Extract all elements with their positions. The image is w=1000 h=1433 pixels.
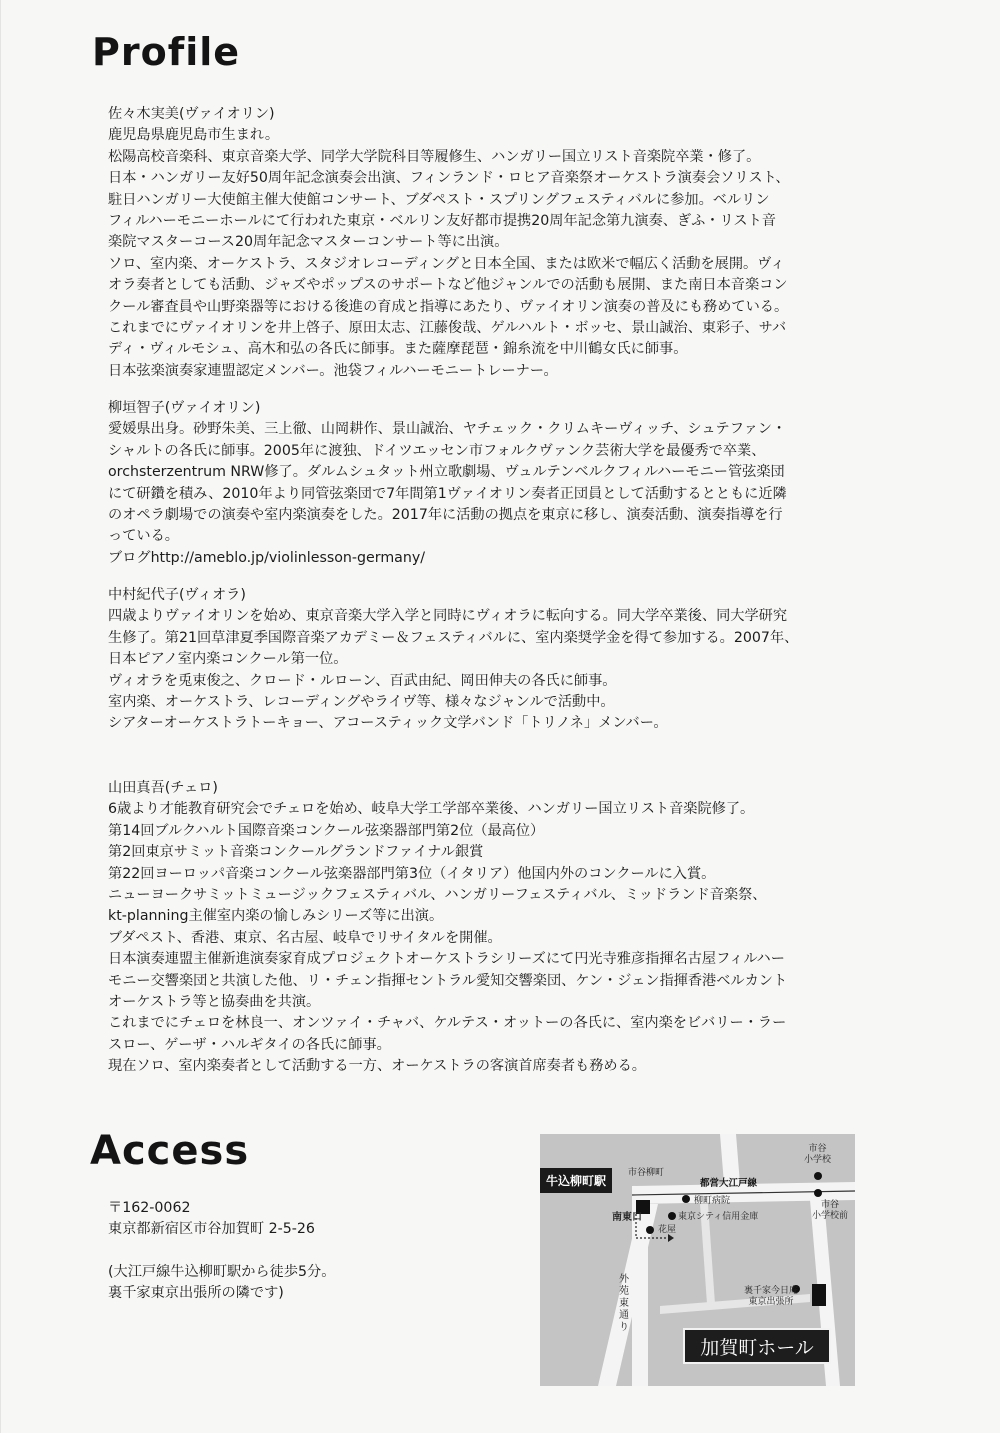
address-block — [108, 1198, 488, 1305]
access-map — [540, 1134, 855, 1386]
access-heading: Access — [90, 1128, 250, 1174]
bio-line: スロー、ゲーザ・ハルギタイの各氏に師事。 — [108, 1036, 391, 1053]
bio-line: ニューヨークサミットミュージックフェスティバル、ハンガリーフェスティバル、ミッドランド音楽祭、 — [108, 886, 767, 903]
bio-line: 6歳より才能教育研究会でチェロを始め、岐阜大学工学部卒業後、ハンガリー国立リスト音楽院修了。 — [108, 801, 755, 818]
bio-line: ヴィオラを兎束俊之、クロード・ルローン、百武由紀、岡田伸夫の各氏に師事。 — [108, 672, 617, 689]
postal-code: 〒162-0062 — [108, 1200, 191, 1216]
performer-name: 山田真吾(チェロ) — [108, 780, 218, 796]
bio-line: っている。 — [108, 528, 179, 545]
performer-name: 柳垣智子(ヴァイオリン) — [108, 400, 261, 416]
bio-line: 鹿児島県鹿児島市生まれ。 — [108, 127, 280, 144]
bio-line: これまでにチェロを林良一、オンツァイ・チャバ、ケルテス・オットーの各氏に、室内楽をビバリー・ラー — [108, 1015, 787, 1032]
performer-name: 中村紀代子(ヴィオラ) — [108, 587, 246, 603]
bio-line: 愛媛県出身。砂野朱美、三上徹、山岡耕作、景山誠治、ヤチェック・クリムキーヴィッチ、シュテファン・ — [108, 421, 787, 438]
map-subway-line: 都営大江戸線 — [700, 1178, 758, 1189]
map-station-label: 牛込柳町駅 — [540, 1168, 612, 1193]
map-hospital: 柳町病院 — [694, 1196, 731, 1206]
map-exit: 南東口 — [612, 1212, 642, 1223]
map-school: 市谷 小学校 — [804, 1144, 832, 1165]
map-road-label: 外苑東通り — [619, 1274, 629, 1333]
bio-line: orchsterzentrum NRW修了。ダルムシュタット州立歌劇場、ヴュルテンベルクフィルハーモニー管弦楽団 — [108, 464, 785, 481]
street-address: 東京都新宿区市谷加賀町 2-5-26 — [108, 1221, 315, 1238]
performer-name: 佐々木実美(ヴァイオリン) — [108, 106, 275, 122]
bio-line: モニー交響楽団と共演した他、リ・チェン指揮セントラル愛知交響楽団、ケン・ジェン指揮香港ベルカント — [108, 972, 788, 989]
directions-note-1: (大江戸線牛込柳町駅から徒歩5分。 — [108, 1263, 336, 1280]
profile-heading: Profile — [92, 30, 241, 74]
map-hall-label: 加賀町ホール — [683, 1328, 831, 1364]
map-bank: 東京シティ信用金庫 — [678, 1212, 759, 1222]
bio-line: kt-planning主催室内楽の愉しみシリーズ等に出演。 — [108, 908, 444, 925]
bio-line: 日本弦楽演奏家連盟認定メンバー。池袋フィルハーモニートレーナー。 — [108, 362, 558, 379]
bio-line: オラ奏者としても活動、ジャズやポップスのサポートなど他ジャンルでの活動も展開、また南日本音楽コン — [108, 277, 788, 294]
directions-note-2: 裏千家東京出張所の隣です) — [108, 1285, 284, 1302]
bio-line: ディ・ヴィルモシュ、高木和弘の各氏に師事。また薩摩琵琶・錦糸流を中川鶴女氏に師事。 — [108, 341, 688, 358]
map-school-stop: 市谷 小学校前 — [812, 1200, 849, 1221]
bio-line: にて研鑽を積み、2010年より同管弦楽団で7年間第1ヴァイオリン奏者正団員として活動するとともに近隣 — [108, 485, 787, 502]
bio-line: オーケストラ等と協奏曲を共演。 — [108, 993, 321, 1010]
bio-line: 駐日ハンガリー大使館主催大使館コンサート、ブダペスト・スプリングフェスティバルに参加。ベルリン — [108, 191, 770, 208]
bio-yamada — [108, 778, 898, 1077]
bio-line: のオペラ劇場での演奏や室内楽演奏をした。2017年に活動の拠点を東京に移し、演奏活動、演奏指導を行 — [108, 506, 783, 523]
bio-yanagaki — [108, 398, 898, 569]
bio-line: クール審査員や山野楽器等における後進の育成と指導にあたり、ヴァイオリン演奏の普及にも務めている。 — [108, 298, 789, 315]
map-ichigaya-yanagicho: 市谷柳町 — [628, 1168, 665, 1178]
bio-line: これまでにヴァイオリンを井上啓子、原田太志、江藤俊哉、ゲルハルト・ボッセ、景山誠治、東彩子、サバ — [108, 319, 787, 336]
bio-line: 室内楽、オーケストラ、レコーディングやライヴ等、様々なジャンルで活動中。 — [108, 693, 615, 710]
bio-line: フィルハーモニーホールにて行われた東京・ベルリン友好都市提携20周年記念第九演奏、ぎふ・リスト音 — [108, 212, 776, 229]
bio-line: 松陽高校音楽科、東京音楽大学、同学大学院科目等履修生、ハンガリー国立リスト音楽院卒業・修了。 — [108, 148, 761, 165]
bio-line: 第14回ブルクハルト国際音楽コンクール弦楽器部門第2位（最高位） — [108, 822, 545, 839]
bio-line: 四歳よりヴァイオリンを始め、東京音楽大学入学と同時にヴィオラに転向する。同大学卒業後、同大学研究 — [108, 608, 788, 625]
bio-line: 第22回ヨーロッパ音楽コンクール弦楽器部門第3位（イタリア）他国内外のコンクールに入賞。 — [108, 865, 716, 882]
bio-line: 楽院マスターコース20周年記念マスターコンサート等に出演。 — [108, 234, 509, 251]
map-urasenke: 裏千家今日庵 東京出張所 — [744, 1286, 799, 1307]
bio-line: 現在ソロ、室内楽奏者として活動する一方、オーケストラの客演首席奏者も務める。 — [108, 1058, 646, 1075]
map-flower-shop: 花屋 — [658, 1225, 677, 1235]
bio-nakamura — [108, 585, 898, 735]
bio-sasaki — [108, 104, 898, 382]
bio-line: シャルトの各氏に師事。2005年に渡独、ドイツエッセン市フォルクヴァンク芸術大学を最優秀で卒業、 — [108, 442, 766, 459]
bio-line: シアターオーケストラトーキョー、アコースティック文学バンド「トリノネ」メンバー。 — [108, 715, 668, 732]
bio-line: 日本・ハンガリー友好50周年記念演奏会出演、フィンランド・ロヒア音楽祭オーケストラ演奏会ソリスト、 — [108, 170, 790, 187]
bio-line: ブダペスト、香港、東京、名古屋、岐阜でリサイタルを開催。 — [108, 929, 502, 946]
bio-line: 生修了。第21回草津夏季国際音楽アカデミー＆フェスティバルに、室内楽奨学金を得て参加する。2007年、 — [108, 629, 799, 646]
bio-line: 第2回東京サミット音楽コンクールグランドファイナル銀賞 — [108, 844, 484, 861]
bio-line: ブログhttp://ameblo.jp/violinlesson-germany/ — [108, 549, 426, 566]
bio-line: ソロ、室内楽、オーケストラ、スタジオレコーディングと日本全国、または欧米で幅広く活動を展開。ヴィ — [108, 255, 785, 272]
bio-line: 日本演奏連盟主催新進演奏家育成プロジェクトオーケストラシリーズにて円光寺雅彦指揮名古屋フィルハー — [108, 951, 785, 968]
bio-line: 日本ピアノ室内楽コンクール第一位。 — [108, 651, 348, 668]
